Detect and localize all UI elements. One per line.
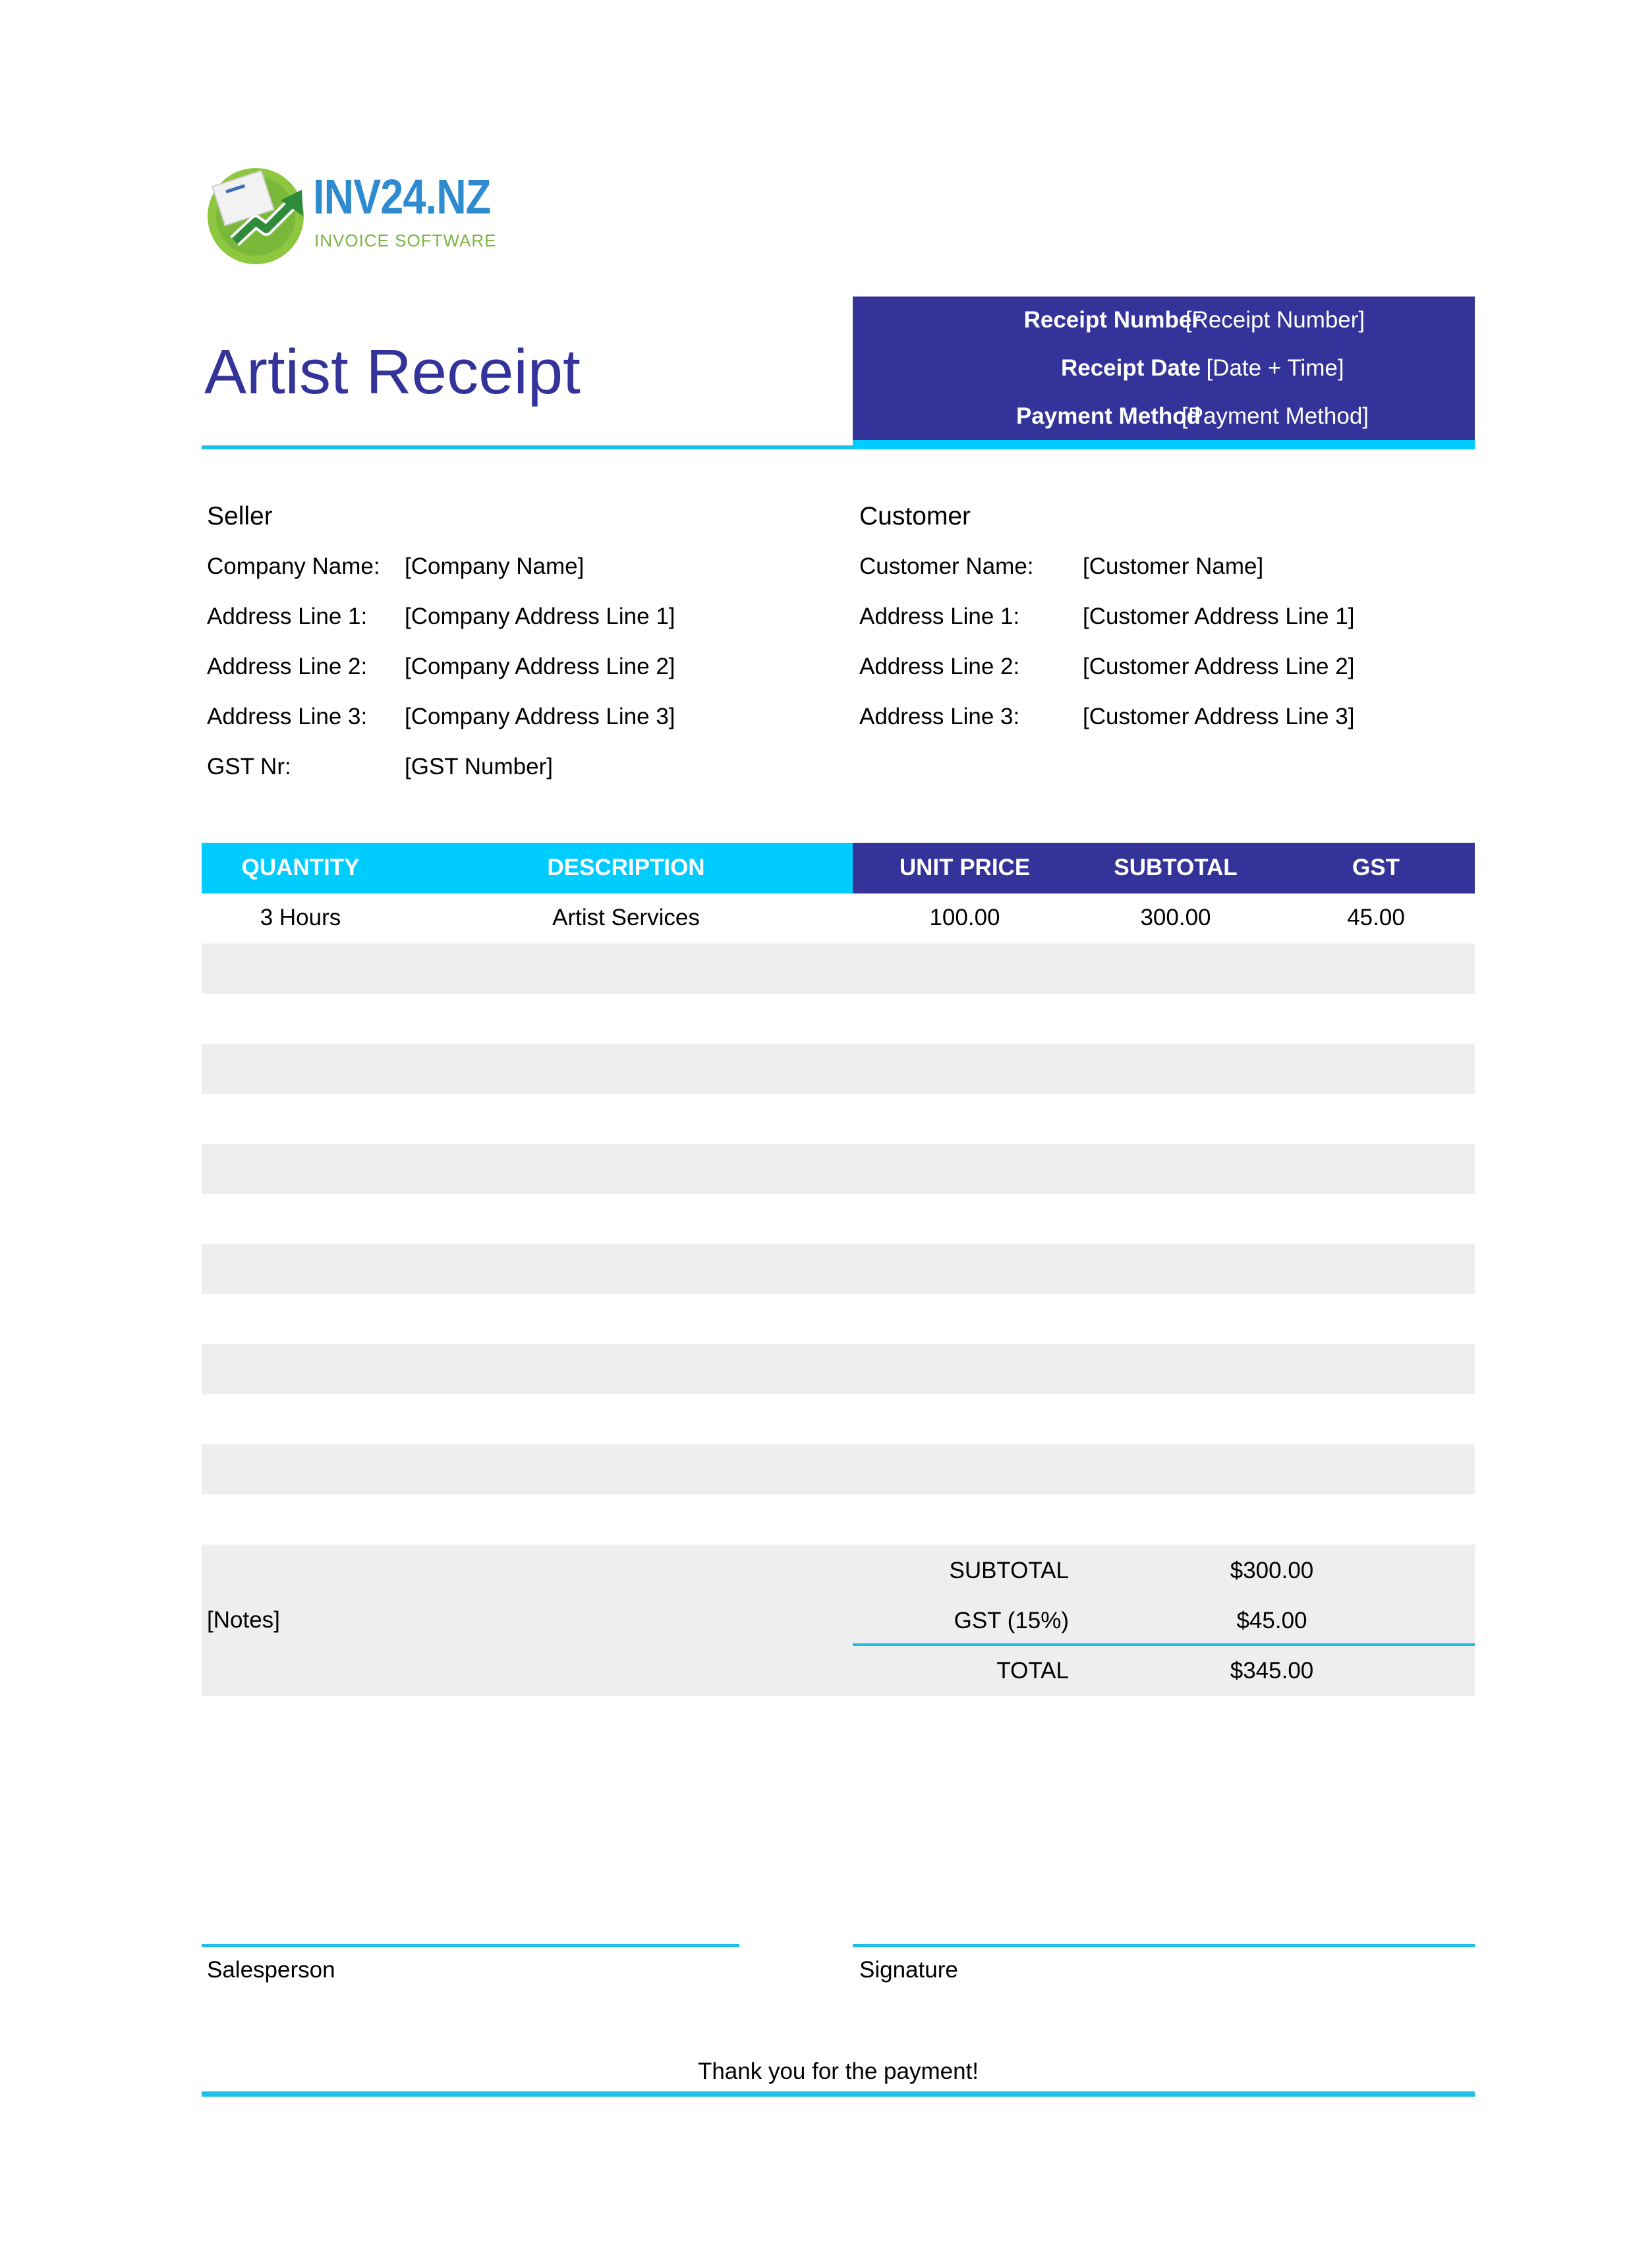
receipt-date-label: Receipt Date xyxy=(1060,355,1201,381)
empty-item-row[interactable] xyxy=(202,1444,1475,1494)
empty-item-row[interactable] xyxy=(202,1044,1475,1094)
customer-address2-field[interactable]: [Customer Address Line 2] xyxy=(1083,654,1355,679)
customer-address3-label: Address Line 3: xyxy=(859,704,1020,729)
payment-method-label: Payment Method xyxy=(1015,403,1201,429)
seller-company-field[interactable]: [Company Name] xyxy=(405,553,585,579)
item-gst-cell[interactable]: 45.00 xyxy=(1347,905,1405,930)
footer-divider xyxy=(202,2091,1475,2097)
header-accent-bar xyxy=(853,440,1475,449)
column-unit-price: UNIT PRICE xyxy=(899,855,1031,880)
column-subtotal: SUBTOTAL xyxy=(1114,855,1238,880)
customer-heading: Customer xyxy=(859,502,971,530)
seller-address1-label: Address Line 1: xyxy=(207,604,368,629)
receipt-number-label: Receipt Number xyxy=(1023,307,1201,333)
customer-address3-field[interactable]: [Customer Address Line 3] xyxy=(1083,704,1355,729)
notes-field[interactable]: [Notes] xyxy=(207,1607,280,1633)
logo-wordmark: INV24.NZ xyxy=(313,169,491,224)
item-subtotal-cell[interactable]: 300.00 xyxy=(1140,905,1211,930)
seller-address1-field[interactable]: [Company Address Line 1] xyxy=(405,604,675,629)
item-unit-price-cell[interactable]: 100.00 xyxy=(929,905,1000,930)
seller-address2-field[interactable]: [Company Address Line 2] xyxy=(405,654,675,679)
empty-item-row[interactable] xyxy=(202,1244,1475,1294)
seller-address3-label: Address Line 3: xyxy=(207,704,368,729)
receipt-number-field[interactable]: [Receipt Number] xyxy=(1185,307,1365,333)
receipt-title: Artist Receipt xyxy=(204,337,581,407)
signature-label: Signature xyxy=(859,1957,958,1983)
empty-item-row[interactable] xyxy=(202,1144,1475,1194)
subtotal-label: SUBTOTAL xyxy=(949,1558,1069,1583)
seller-heading: Seller xyxy=(207,502,273,530)
total-value: $345.00 xyxy=(1230,1658,1314,1684)
thank-you-message: Thank you for the payment! xyxy=(697,2058,979,2084)
seller-address2-label: Address Line 2: xyxy=(207,654,368,679)
logo-tagline: INVOICE SOFTWARE xyxy=(314,231,497,250)
column-description: DESCRIPTION xyxy=(547,855,705,880)
receipt-date-field[interactable]: [Date + Time] xyxy=(1206,355,1344,381)
customer-address1-label: Address Line 1: xyxy=(859,604,1020,629)
item-description-cell[interactable]: Artist Services xyxy=(552,905,700,930)
seller-gst-label: GST Nr: xyxy=(207,754,291,780)
column-quantity: QUANTITY xyxy=(241,855,360,880)
seller-gst-field[interactable]: [GST Number] xyxy=(405,754,553,780)
signature-line[interactable] xyxy=(853,1944,1475,1947)
totals-divider xyxy=(853,1643,1475,1646)
customer-address1-field[interactable]: [Customer Address Line 1] xyxy=(1083,604,1355,629)
item-quantity-cell[interactable]: 3 Hours xyxy=(260,905,341,930)
seller-company-label: Company Name: xyxy=(207,553,380,579)
salesperson-signature-line[interactable] xyxy=(202,1944,739,1947)
empty-item-row[interactable] xyxy=(202,944,1475,994)
column-gst: GST xyxy=(1352,855,1400,880)
empty-item-row[interactable] xyxy=(202,1344,1475,1394)
salesperson-label: Salesperson xyxy=(207,1957,335,1983)
subtotal-value: $300.00 xyxy=(1230,1558,1314,1583)
customer-address2-label: Address Line 2: xyxy=(859,654,1020,679)
total-label: TOTAL xyxy=(996,1658,1069,1684)
seller-address3-field[interactable]: [Company Address Line 3] xyxy=(405,704,675,729)
gst-label: GST (15%) xyxy=(954,1608,1069,1633)
customer-name-field[interactable]: [Customer Name] xyxy=(1083,553,1264,579)
gst-value: $45.00 xyxy=(1236,1608,1307,1633)
customer-name-label: Customer Name: xyxy=(859,553,1034,579)
title-divider xyxy=(202,445,853,449)
payment-method-field[interactable]: [Payment Method] xyxy=(1181,403,1369,429)
